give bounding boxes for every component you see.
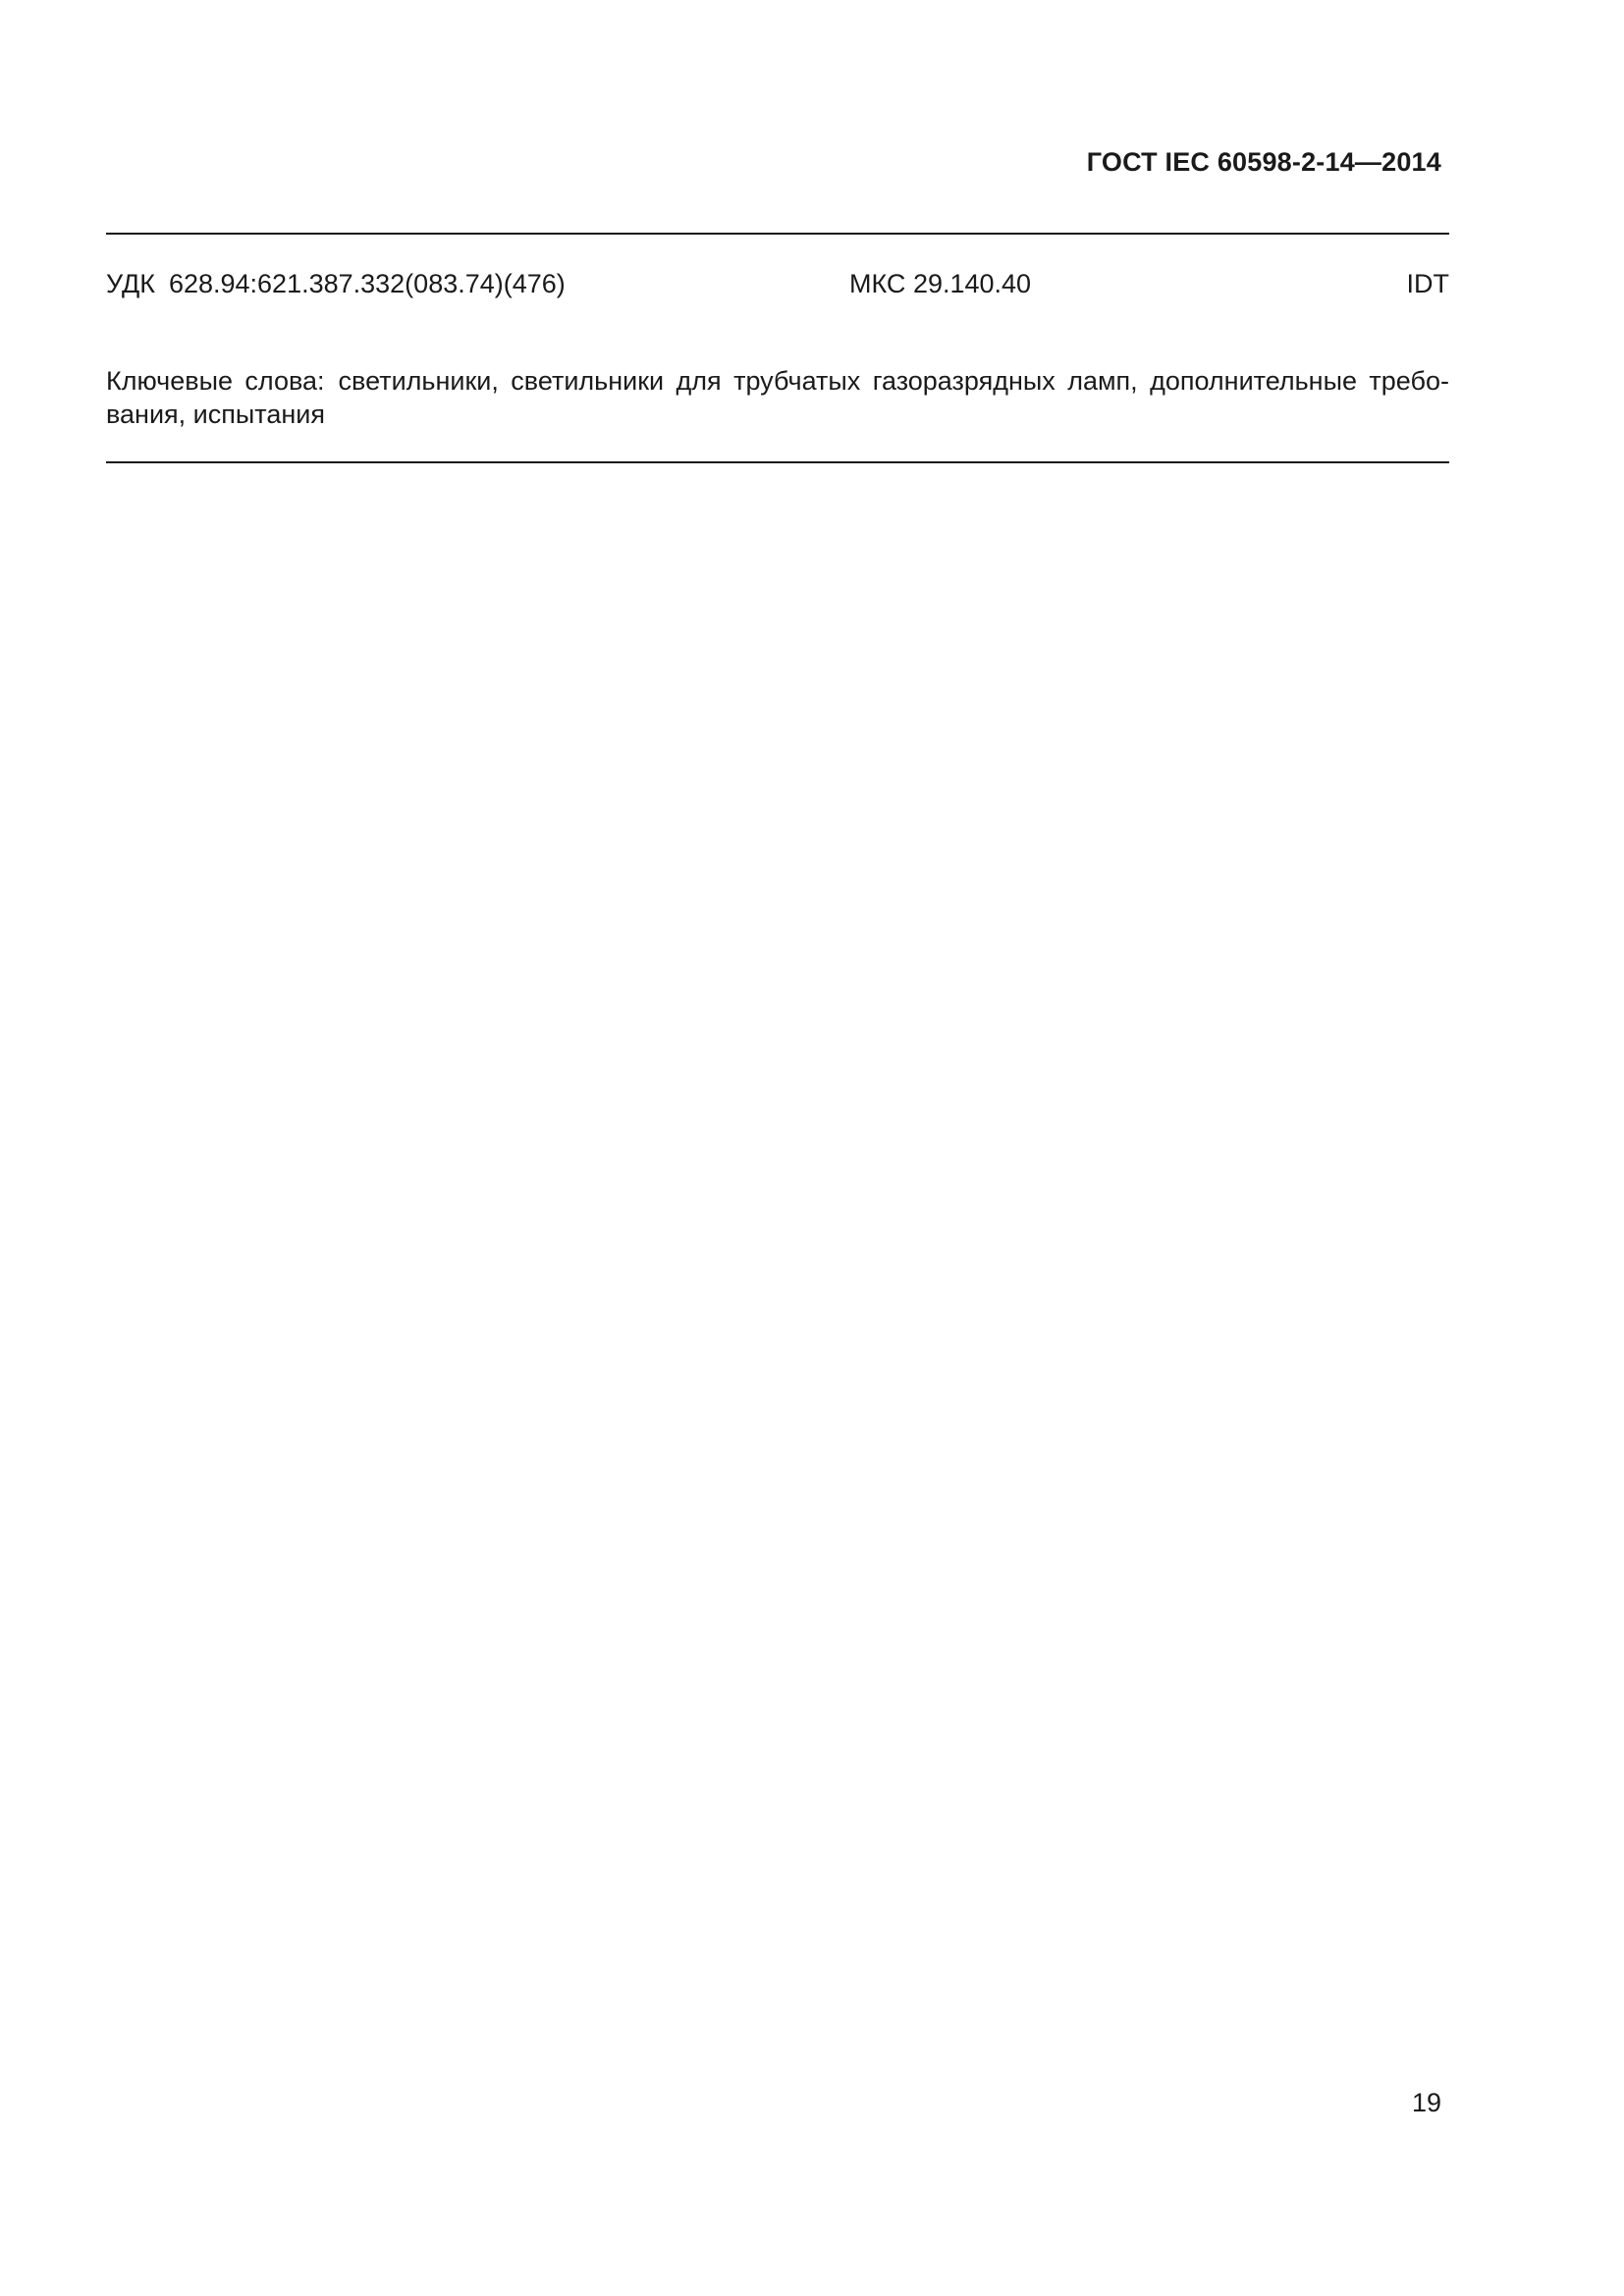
mks-entry xyxy=(849,267,1031,300)
keywords-block xyxy=(106,364,1449,431)
udk-label: УДК xyxy=(106,269,155,298)
mks-value: 29.140.40 xyxy=(912,269,1032,298)
document-code: ГОСТ IEC 60598-2-14—2014 xyxy=(1086,147,1441,177)
udk-entry xyxy=(106,267,566,300)
bottom-rule xyxy=(106,461,1449,463)
page-number: 19 xyxy=(1411,2088,1441,2117)
keywords-text: светильники, светильники для трубчатых газоразрядных ламп, дополнительные требо-вания, испытания xyxy=(106,366,1449,429)
keywords-label: Ключевые слова: xyxy=(106,366,325,396)
equivalence-degree: IDT xyxy=(1406,269,1449,298)
udk-value: 628.94:621.387.332(083.74)(476) xyxy=(168,269,566,298)
top-rule xyxy=(106,233,1449,235)
classification-row xyxy=(106,267,1449,300)
mks-label: МКС xyxy=(849,269,906,298)
